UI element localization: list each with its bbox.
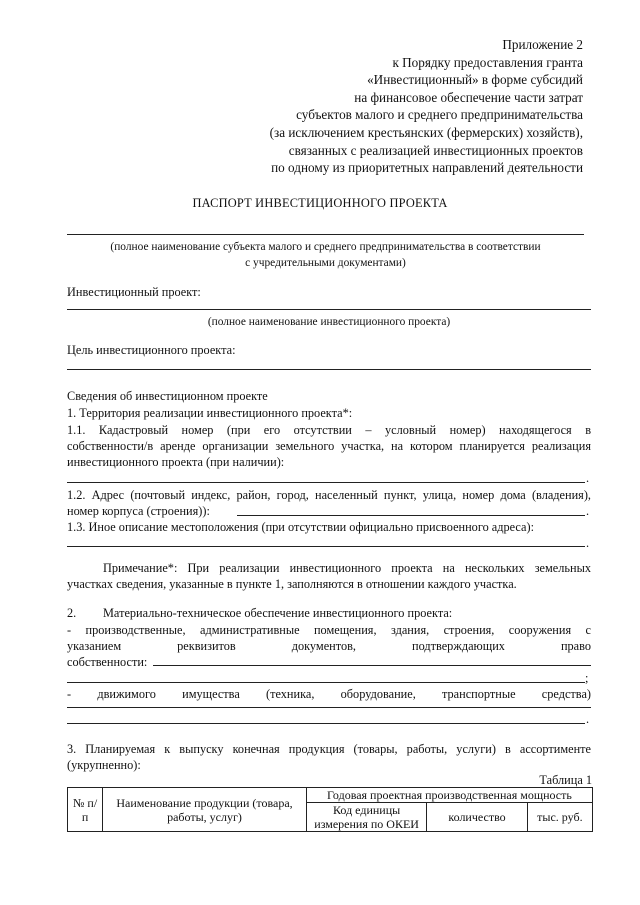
punct-period: . [586,536,590,550]
appendix-line: на финансовое обеспечение части затрат [354,89,583,105]
subject-caption-line2: с учредительными документами) [245,257,406,269]
appendix-line: к Порядку предоставления гранта [392,54,583,70]
note-line1: Примечание*: При реализации инвестиционного проекта на нескольких земельных [103,561,591,575]
appendix-line: связанных с реализацией инвестиционных проектов [288,142,583,158]
item-1-1-line1: 1.1. Кадастровый номер (при его отсутствии – условный номер) находящегося в [67,423,591,437]
location-description-line [67,546,585,547]
section1-heading: 1. Территория реализации инвестиционного проекта*: [67,406,353,420]
address-line [237,515,585,516]
section2-number: 2. [67,606,77,620]
table-header-product-name: Наименование продукции (товара, работы, услуг) [103,788,307,832]
item-1-2-line1: 1.2. Адрес (почтовый индекс, район, город, населенный пункт, улица, номер дома (владения), [67,488,591,502]
section2-item-a-line3: собственности: [67,655,148,669]
appendix-line: (за исключением крестьянских (фермерских) хозяйств), [269,124,583,140]
section3-line2: (укрупненно): [67,758,141,772]
property-documents-line2 [67,682,585,683]
item-1-1-line2: собственности/в аренде организации земельного участка, на котором планируется реализация [67,439,591,453]
movable-property-line2 [67,723,585,724]
table-header-capacity: Годовая проектная производственная мощность [306,788,592,803]
goal-line [67,369,591,370]
table-header-num: № п/п [68,788,103,832]
punct-period: . [586,712,590,726]
subject-name-line [67,234,584,235]
section3-line1: 3. Планируемая к выпуску конечная продукция (товары, работы, услуги) в ассортименте [67,742,591,756]
appendix-line: «Инвестиционный» в форме субсидий [367,72,583,88]
products-table [67,787,593,832]
appendix-line: Приложение 2 [502,37,583,52]
goal-label: Цель инвестиционного проекта: [67,343,236,357]
item-1-1-line3: инвестиционного проекта (при наличии): [67,455,285,469]
appendix-line: субъектов малого и среднего предпринимательства [296,107,583,123]
table-label: Таблица 1 [539,773,592,787]
project-label: Инвестиционный проект: [67,285,201,299]
table-header-quantity: количество [427,803,527,832]
punct-period: . [586,504,590,518]
property-documents-line [153,665,591,666]
subject-caption-line1: (полное наименование субъекта малого и среднего предпринимательства в соответствии [110,241,541,253]
section2-item-b: - движимого имущества (техника, оборудование, транспортные средства) [67,687,591,701]
cadastral-number-line [67,482,585,483]
movable-property-line1 [67,707,591,708]
punct-semicolon: ; [585,671,589,685]
document-title: ПАСПОРТ ИНВЕСТИЦИОННОГО ПРОЕКТА [192,196,448,210]
project-name-line [67,309,591,310]
note-line2: участках сведения, указанные в пункте 1, заполняются в отношении каждого участка. [67,577,517,591]
table-header-thousand-rub: тыс. руб. [527,803,592,832]
appendix-line: по одному из приоритетных направлений деятельности [271,160,583,176]
appendix-header [183,36,583,177]
section2-item-a-line2: указанием реквизитов документов, подтверждающих право [67,639,591,653]
punct-period: . [586,471,590,485]
section2-heading: Материально-техническое обеспечение инвестиционного проекта: [103,606,453,620]
table-header-okei-code: Код единицы измерения по ОКЕИ [306,803,426,832]
item-1-2-line2: номер корпуса (строения)): [67,504,210,518]
info-heading: Сведения об инвестиционном проекте [67,389,268,403]
project-caption: (полное наименование инвестиционного проекта) [207,316,451,328]
section2-item-a-line1: - производственные, административные помещения, здания, строения, сооружения с [67,623,591,637]
item-1-3: 1.3. Иное описание местоположения (при отсутствии официально присвоенного адреса): [67,520,534,534]
